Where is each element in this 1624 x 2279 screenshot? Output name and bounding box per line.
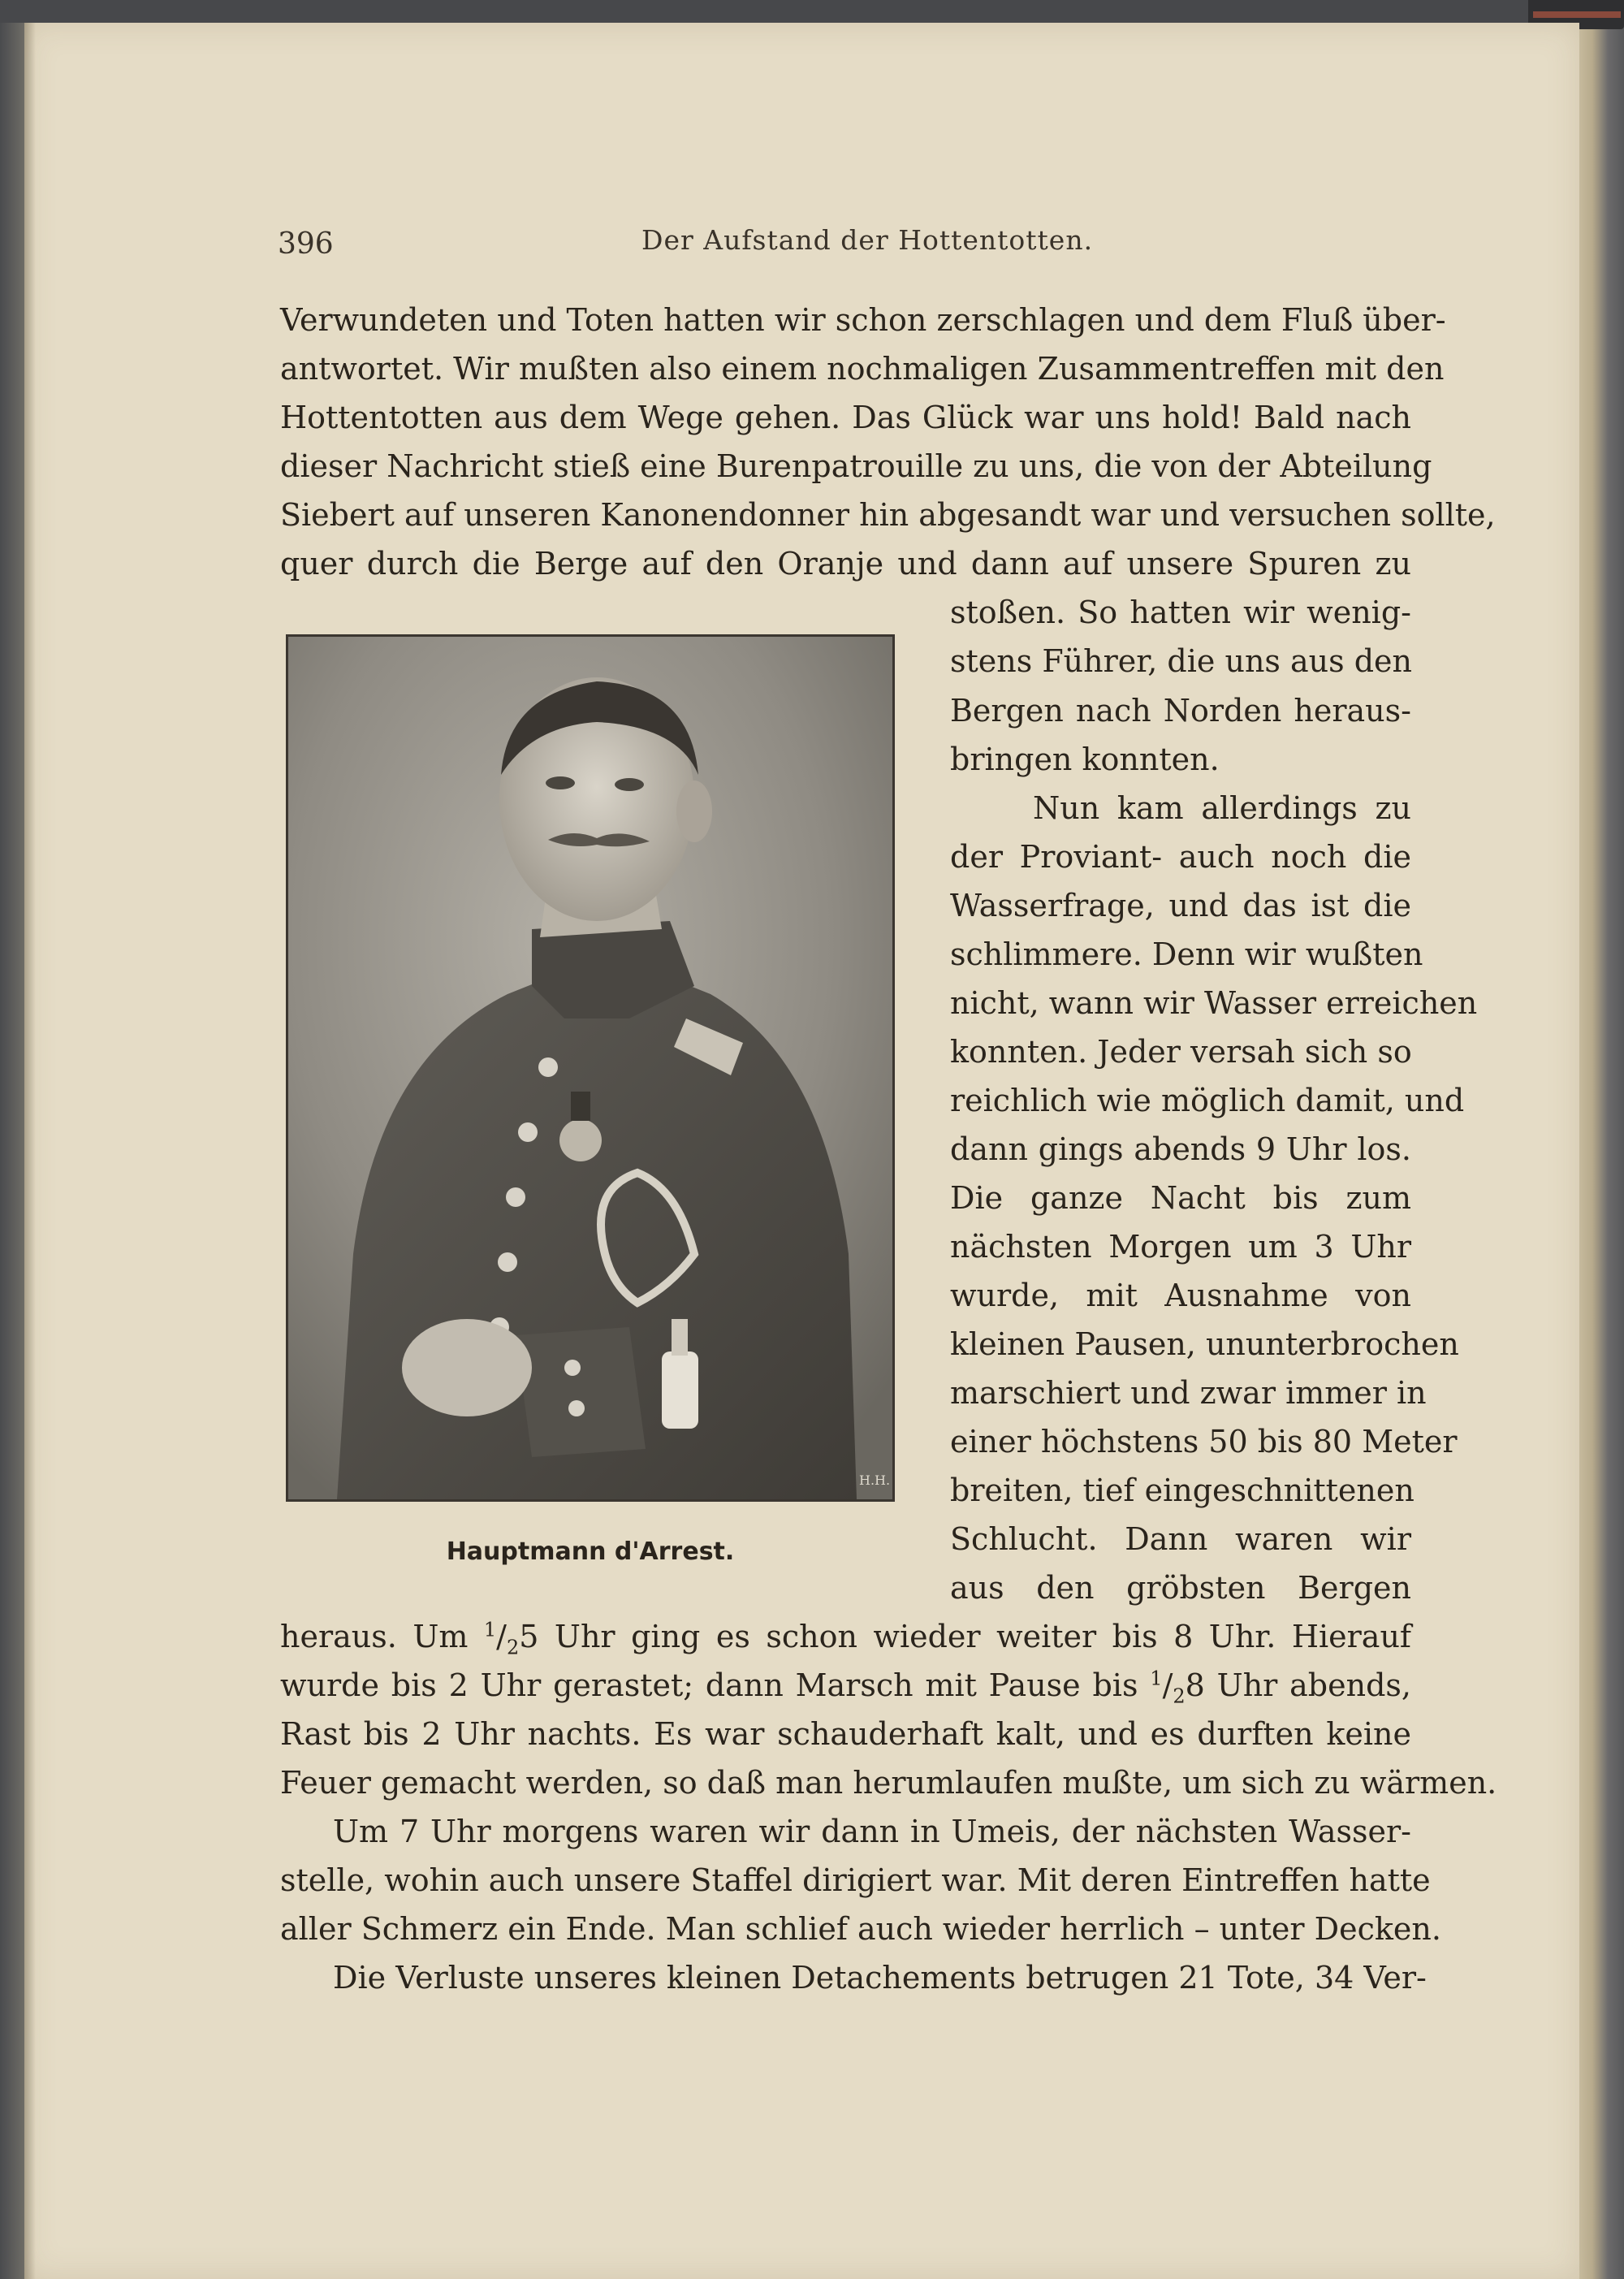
text-line <box>280 1617 1412 1659</box>
text-line: Hottentotten aus dem Wege gehen. Das Glück war uns hold! Bald nach <box>280 400 1411 435</box>
fraction-denominator: 2 <box>506 1636 520 1659</box>
text-line: Rast bis 2 Uhr nachts. Es war schauderhaft kalt, und es durften keine <box>280 1716 1411 1752</box>
fraction-numerator: 1 <box>1150 1667 1163 1690</box>
text-line: Die Verluste unseres kleinen Detachements betrugen 21 Tote, 34 Ver- <box>333 1960 1427 1996</box>
text-line: stoßen. So hatten wir wenig- <box>950 595 1411 630</box>
text-line: wurde, mit Ausnahme von <box>950 1278 1411 1313</box>
text-line: quer durch die Berge auf den Oranje und dann auf unsere Spuren zu <box>280 546 1411 582</box>
text-line: konnten. Jeder versah sich so <box>950 1034 1412 1070</box>
photographer-signature: H.H. <box>859 1472 891 1488</box>
text-segment: wurde bis 2 Uhr gerastet; dann Marsch mit Pause bis <box>280 1667 1151 1703</box>
page-number: 396 <box>278 227 334 261</box>
text-line: Wasserfrage, und das ist die <box>950 888 1411 923</box>
text-line: der Proviant- auch noch die <box>950 839 1411 875</box>
text-segment: 5 Uhr ging es schon wieder weiter bis 8 Uhr. Hierauf <box>519 1619 1412 1654</box>
gutter-shadow <box>24 23 36 2279</box>
text-line: einer höchstens 50 bis 80 Meter <box>950 1424 1458 1460</box>
text-line <box>280 1666 1411 1708</box>
text-line: marschiert und zwar immer in <box>950 1375 1427 1411</box>
text-line: Die ganze Nacht bis zum <box>950 1180 1411 1216</box>
fraction-slash: / <box>1162 1667 1173 1703</box>
text-line: reichlich wie möglich damit, und <box>950 1083 1465 1118</box>
scan-background-top <box>0 0 1624 23</box>
text-segment: heraus. Um <box>280 1619 484 1654</box>
text-line: Verwundeten und Toten hatten wir schon zerschlagen und dem Fluß über- <box>280 302 1446 338</box>
text-line: stelle, wohin auch unsere Staffel dirigiert war. Mit deren Eintreffen hatte <box>280 1862 1431 1898</box>
text-line: bringen konnten. <box>950 742 1220 777</box>
fraction-slash: / <box>496 1619 507 1654</box>
portrait-photo <box>286 634 895 1502</box>
text-line: Siebert auf unseren Kanonendonner hin abgesandt war und versuchen sollte, <box>280 497 1496 533</box>
running-title: Der Aufstand der Hottentotten. <box>641 224 1094 256</box>
scanner-clip-marker <box>1533 11 1621 18</box>
text-line: schlimmere. Denn wir wußten <box>950 936 1423 972</box>
text-line: aus den gröbsten Bergen <box>950 1570 1411 1606</box>
text-line: Schlucht. Dann waren wir <box>950 1521 1411 1557</box>
text-line: nächsten Morgen um 3 Uhr <box>950 1229 1411 1265</box>
text-line: dann gings abends 9 Uhr los. <box>950 1131 1411 1167</box>
text-line: Nun kam allerdings zu <box>1033 790 1411 826</box>
text-line: Um 7 Uhr morgens waren wir dann in Umeis, der nächsten Wasser- <box>333 1814 1411 1849</box>
text-line: Bergen nach Norden heraus- <box>950 693 1411 729</box>
text-segment: 8 Uhr abends, <box>1185 1667 1411 1703</box>
fraction-denominator: 2 <box>1173 1684 1186 1708</box>
text-line: kleinen Pausen, ununterbrochen <box>950 1326 1459 1362</box>
text-line: nicht, wann wir Wasser erreichen <box>950 985 1478 1021</box>
text-line: stens Führer, die uns aus den <box>950 643 1412 679</box>
figure-caption: Hauptmann d'Arrest. <box>446 1537 735 1566</box>
text-line: dieser Nachricht stieß eine Burenpatrouille zu uns, die von der Abteilung <box>280 448 1432 484</box>
fraction-numerator: 1 <box>483 1618 497 1641</box>
text-line: aller Schmerz ein Ende. Man schlief auch wieder herrlich – unter Decken. <box>280 1911 1441 1947</box>
text-line: breiten, tief eingeschnittenen <box>950 1472 1415 1508</box>
text-line: Feuer gemacht werden, so daß man herumlaufen mußte, um sich zu wärmen. <box>280 1765 1497 1801</box>
book-binding-edge <box>0 23 24 2279</box>
text-line: antwortet. Wir mußten also einem nochmaligen Zusammentreffen mit den <box>280 351 1445 387</box>
